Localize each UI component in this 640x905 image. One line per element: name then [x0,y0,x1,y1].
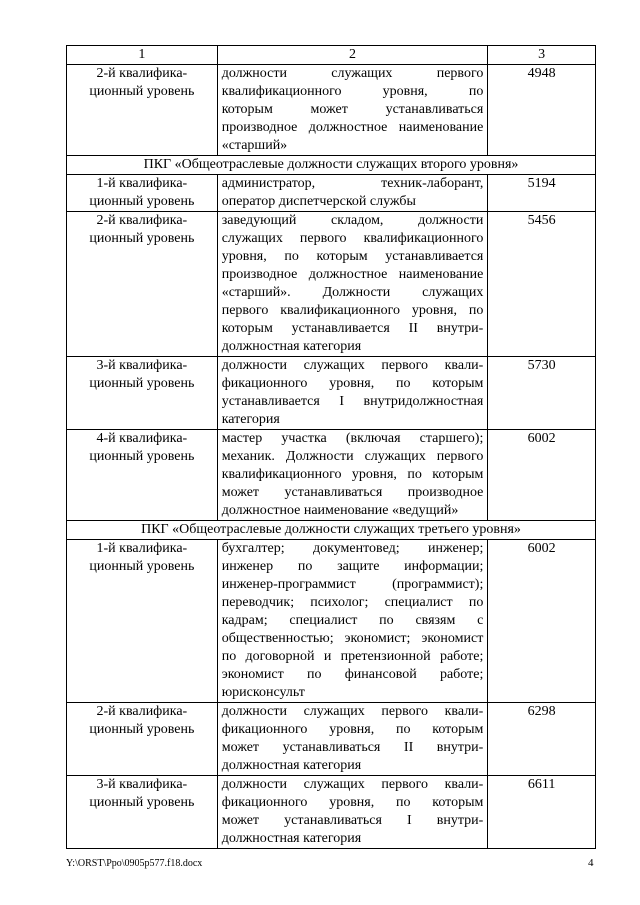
table-row [67,212,596,357]
position-description-line: экономист по финансовой работе; [221,667,484,682]
position-description-line: инженер по защите информации; [221,559,484,574]
qualification-level-line: 3-й квалифика- [96,358,188,373]
salary-value: 6002 [488,540,596,703]
table-row [67,776,596,849]
table-row [67,540,596,703]
table-row [67,430,596,521]
qualification-level-line: 3-й квалифика- [96,777,188,792]
position-description-line: производное должностное наименование [221,267,484,282]
position-description [217,430,488,521]
table-row [67,357,596,430]
qualification-level [67,212,218,357]
group-title: ПКГ «Общеотраслевые должности служащих третьего уровня» [67,521,596,540]
position-description [217,175,488,212]
qualification-level [67,540,218,703]
position-description-line: по договорной и претензионной работе; [221,649,484,664]
position-description-line: устанавливается I внутридолжностная [221,394,484,409]
salary-value: 4948 [488,65,596,156]
position-description-line: механик. Должности служащих первого [221,449,484,464]
salary-table [66,45,596,849]
position-description [217,703,488,776]
salary-value: 5456 [488,212,596,357]
table-row [67,65,596,156]
group-header-row [67,521,596,540]
table-row [67,703,596,776]
group-title: ПКГ «Общеотраслевые должности служащих второго уровня» [67,156,596,175]
position-description-line: «старший». Должности служащих [221,285,484,300]
qualification-level-line: ционный уровень [89,722,195,737]
position-description-line: должностное наименование «ведущий» [221,503,459,518]
position-description-line: инженер-программист (программист); [221,577,484,592]
position-description-line: «старший» [221,138,288,153]
qualification-level-line: ционный уровень [89,559,195,574]
position-description-line: фикационного уровня, по которым [221,722,484,737]
position-description-line: может устанавливаться II внутри- [221,740,484,755]
qualification-level [67,776,218,849]
position-description-line: должности служащих первого квали- [221,704,484,719]
position-description-line: уровня, по которым устанавливается [221,249,484,264]
salary-value: 6298 [488,703,596,776]
position-description-line: фикационного уровня, по которым [221,376,484,391]
qualification-level-line: 2-й квалифика- [96,66,188,81]
qualification-level-line: ционный уровень [89,449,195,464]
footer-page-number: 4 [588,857,594,869]
position-description-line: фикационного уровня, по которым [221,795,484,810]
qualification-level-line: 4-й квалифика- [96,431,188,446]
footer-file-path: Y:\ORST\Ppo\0905p577.f18.docx [66,858,203,869]
position-description-line: должности служащих первого квали- [221,358,484,373]
position-description-line: которым может устанавливаться [221,102,484,117]
position-description [217,65,488,156]
header-col-2: 2 [217,46,488,65]
table-row [67,175,596,212]
salary-value: 6002 [488,430,596,521]
qualification-level-line: ционный уровень [89,84,195,99]
position-description [217,357,488,430]
qualification-level [67,357,218,430]
qualification-level [67,175,218,212]
position-description-line: должности служащих первого квали- [221,777,484,792]
position-description-line: служащих первого квалификационного [221,231,484,246]
qualification-level [67,703,218,776]
position-description-line: переводчик; психолог; специалист по [221,595,484,610]
qualification-level-line: ционный уровень [89,795,195,810]
position-description-line: должностная категория [221,831,362,846]
qualification-level [67,65,218,156]
position-description [217,212,488,357]
position-description-line: заведующий складом, должности [221,213,484,228]
position-description-line: может устанавливаться производное [221,485,484,500]
position-description-line: квалификационного уровня, по [221,84,484,99]
position-description-line: первого квалификационного уровня, по [221,303,484,318]
position-description [217,776,488,849]
qualification-level-line: ционный уровень [89,231,195,246]
header-col-3: 3 [488,46,596,65]
position-description-line: кадрам; специалист по связям с [221,613,484,628]
position-description-line: мастер участка (включая старшего); [221,431,484,446]
qualification-level [67,430,218,521]
position-description-line: должностная категория [221,339,362,354]
salary-value: 6611 [488,776,596,849]
qualification-level-line: 1-й квалифика- [96,541,188,556]
header-col-1: 1 [67,46,218,65]
qualification-level-line: 2-й квалифика- [96,704,188,719]
position-description-line: квалификационного уровня, по которым [221,467,484,482]
qualification-level-line: 2-й квалифика- [96,213,188,228]
position-description-line: производное должностное наименование [221,120,484,135]
position-description-line: общественностью; экономист; экономист [221,631,484,646]
position-description-line: должности служащих первого [221,66,484,81]
position-description-line: администратор, техник-лаборант, [221,176,484,191]
qualification-level-line: ционный уровень [89,376,195,391]
position-description-line: юрисконсульт [221,685,305,700]
table-header-row [67,46,596,65]
position-description-line: которым устанавливается II внутри- [221,321,484,336]
position-description-line: оператор диспетчерской службы [221,194,416,209]
position-description-line: бухгалтер; документовед; инженер; [221,541,484,556]
salary-value: 5730 [488,357,596,430]
group-header-row [67,156,596,175]
position-description-line: категория [221,412,280,427]
position-description-line: может устанавливаться I внутри- [221,813,484,828]
qualification-level-line: ционный уровень [89,194,195,209]
salary-value: 5194 [488,175,596,212]
position-description-line: должностная категория [221,758,362,773]
position-description [217,540,488,703]
qualification-level-line: 1-й квалифика- [96,176,188,191]
